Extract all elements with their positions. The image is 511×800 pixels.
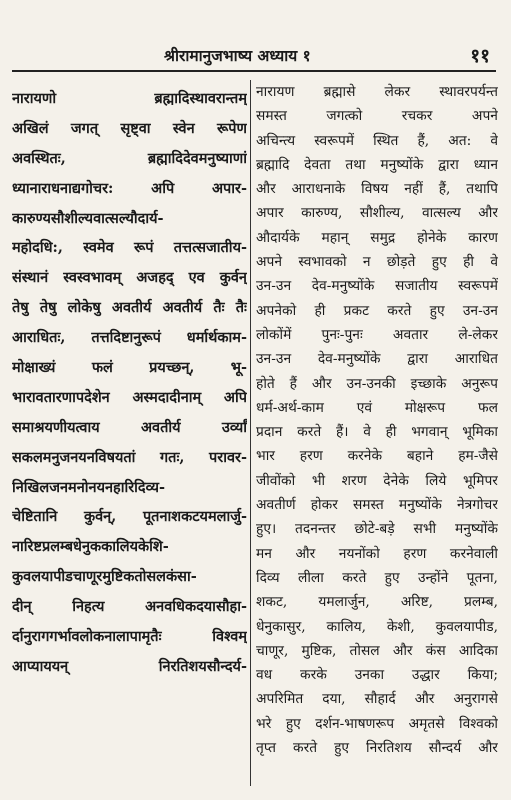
- hindi-line: अचिन्त्य स्वरूपमें स्थित हैं, अत: वे: [256, 132, 498, 149]
- sanskrit-line: आप्याययन् निरतिशयसौन्दर्य-: [12, 657, 247, 675]
- sanskrit-text-column: [12, 84, 247, 682]
- sanskrit-line: कुवलयापीडचाणूरमुष्टिकतोसलकंसा-: [12, 568, 197, 586]
- hindi-line: चाणूर, मुष्टिक, तोसल और कंस आदिका: [256, 642, 498, 659]
- sanskrit-line: आराधितः, तत्तदिष्टानुरूपं धर्मार्थकाम-: [12, 329, 247, 347]
- sanskrit-line: सकलमनुजनयनविषयतां गतः, परावर-: [12, 448, 247, 466]
- sanskrit-line: भारावतारणापदेशेन अस्मदादीनाम् अपि: [12, 388, 247, 406]
- sanskrit-line: कारुण्यसौशील्यवात्सल्यौदार्य-: [12, 209, 164, 227]
- hindi-line: उन-उन देव-मनुष्योंके सजातीय स्वरूपमें: [256, 278, 498, 295]
- hindi-line: अपने स्वभावको न छोड़ते हुए ही वे: [256, 254, 498, 271]
- hindi-line: लोकोंमें पुनः-पुनः अवतार ले-लेकर: [256, 326, 498, 343]
- sanskrit-line: समाश्रयणीयत्वाय अवतीर्य उर्व्यां: [12, 418, 247, 436]
- sanskrit-line: अवस्थितः, ब्रह्मादिदेवमनुष्याणां: [12, 149, 247, 167]
- hindi-line: अपनेको ही प्रकट करते हुए उन-उन: [256, 302, 498, 319]
- sanskrit-line: नारिष्टप्रलम्बधेनुककालियकेशि-: [12, 538, 169, 556]
- hindi-line: समस्त जगत्को रचकर अपने: [256, 108, 498, 125]
- page-number: ११: [470, 45, 490, 67]
- hindi-line: धेनुकासुर, कालिय, केशी, कुवलयापीड,: [256, 618, 498, 635]
- sanskrit-line: महोदधि:, स्वमेव रूपं तत्तत्सजातीय-: [12, 239, 247, 257]
- sanskrit-line: तेषु तेषु लोकेषु अवतीर्य अवतीर्य तैः तैः: [12, 299, 247, 317]
- page-header: [14, 44, 498, 70]
- hindi-line: अपार कारुण्य, सौशील्य, वात्सल्य और: [256, 205, 498, 222]
- sanskrit-line: मोक्षाख्यं फलं प्रयच्छन्, भू-: [12, 359, 247, 377]
- hindi-line: औदार्यके महान् समुद्र होनेके कारण: [256, 229, 498, 246]
- hindi-line: जीवोंको भी शरण देनेके लिये भूमिपर: [256, 472, 498, 489]
- hindi-line: हुए। तदनन्तर छोटे-बड़े सभी मनुष्योंके: [256, 521, 498, 538]
- hindi-line: नारायण ब्रह्मासे लेकर स्थावरपर्यन्त: [256, 84, 498, 100]
- hindi-translation-column: [256, 80, 498, 760]
- hindi-line: अपरिमित दया, सौहार्द और अनुरागसे: [256, 691, 498, 708]
- hindi-line: दिव्य लीला करते हुए उन्होंने पूतना,: [256, 569, 498, 586]
- hindi-line: अवतीर्ण होकर समस्त मनुष्योंके नेत्रगोचर: [256, 497, 498, 514]
- hindi-line: शकट, यमलार्जुन, अरिष्ट, प्रलम्ब,: [256, 594, 498, 611]
- running-title: श्रीरामानुजभाष्य अध्याय १: [164, 46, 311, 65]
- hindi-line: मन और नयनोंको हरण करनेवाली: [256, 545, 498, 562]
- sanskrit-line: र्दानुरागगर्भावलोकनालापामृतैः विश्वम्: [12, 628, 247, 646]
- hindi-line: धर्म-अर्थ-काम एवं मोक्षरूप फल: [256, 399, 498, 416]
- hindi-line: होते हैं और उन-उनकी इच्छाके अनुरूप: [256, 375, 498, 392]
- sanskrit-line: नारायणो ब्रह्मादिस्थावरान्तम्: [12, 90, 247, 107]
- sanskrit-line: चेष्टितानि कुर्वन्, पूतनाशकटयमलार्जु-: [12, 508, 247, 526]
- column-divider: [250, 80, 251, 786]
- hindi-line: भरे हुए दर्शन-भाषणरूप अमृतसे विश्वको: [256, 715, 498, 732]
- hindi-line: भार हरण करनेके बहाने हम-जैसे: [256, 448, 498, 465]
- hindi-line: प्रदान करते हैं। वे ही भगवान् भूमिका: [256, 424, 498, 441]
- sanskrit-line: निखिलजनमनोनयनहारिदिव्य-: [12, 478, 166, 496]
- hindi-line: और आराधनाके विषय नहीं हैं, तथापि: [256, 181, 498, 198]
- hindi-line: वध करके उनका उद्धार किया;: [256, 667, 498, 684]
- hindi-line: उन-उन देव-मनुष्योंके द्वारा आराधित: [256, 351, 498, 368]
- sanskrit-line: दीन् निहत्य अनवधिकदयासौहा-: [12, 598, 247, 616]
- sanskrit-line: संस्थानं स्वस्वभावम् अजहद् एव कुर्वन्: [12, 269, 247, 287]
- hindi-line: ब्रह्मादि देवता तथा मनुष्योंके द्वारा ध्यान: [256, 156, 498, 173]
- sanskrit-line: ध्यानाराधनाद्यगोचर: अपि अपार-: [12, 179, 247, 197]
- header-rule: [12, 70, 496, 72]
- sanskrit-line: अखिलं जगत् सृष्ट्वा स्वेन रूपेण: [12, 119, 247, 137]
- hindi-line: तृप्त करते हुए निरतिशय सौन्दर्य और: [256, 740, 498, 757]
